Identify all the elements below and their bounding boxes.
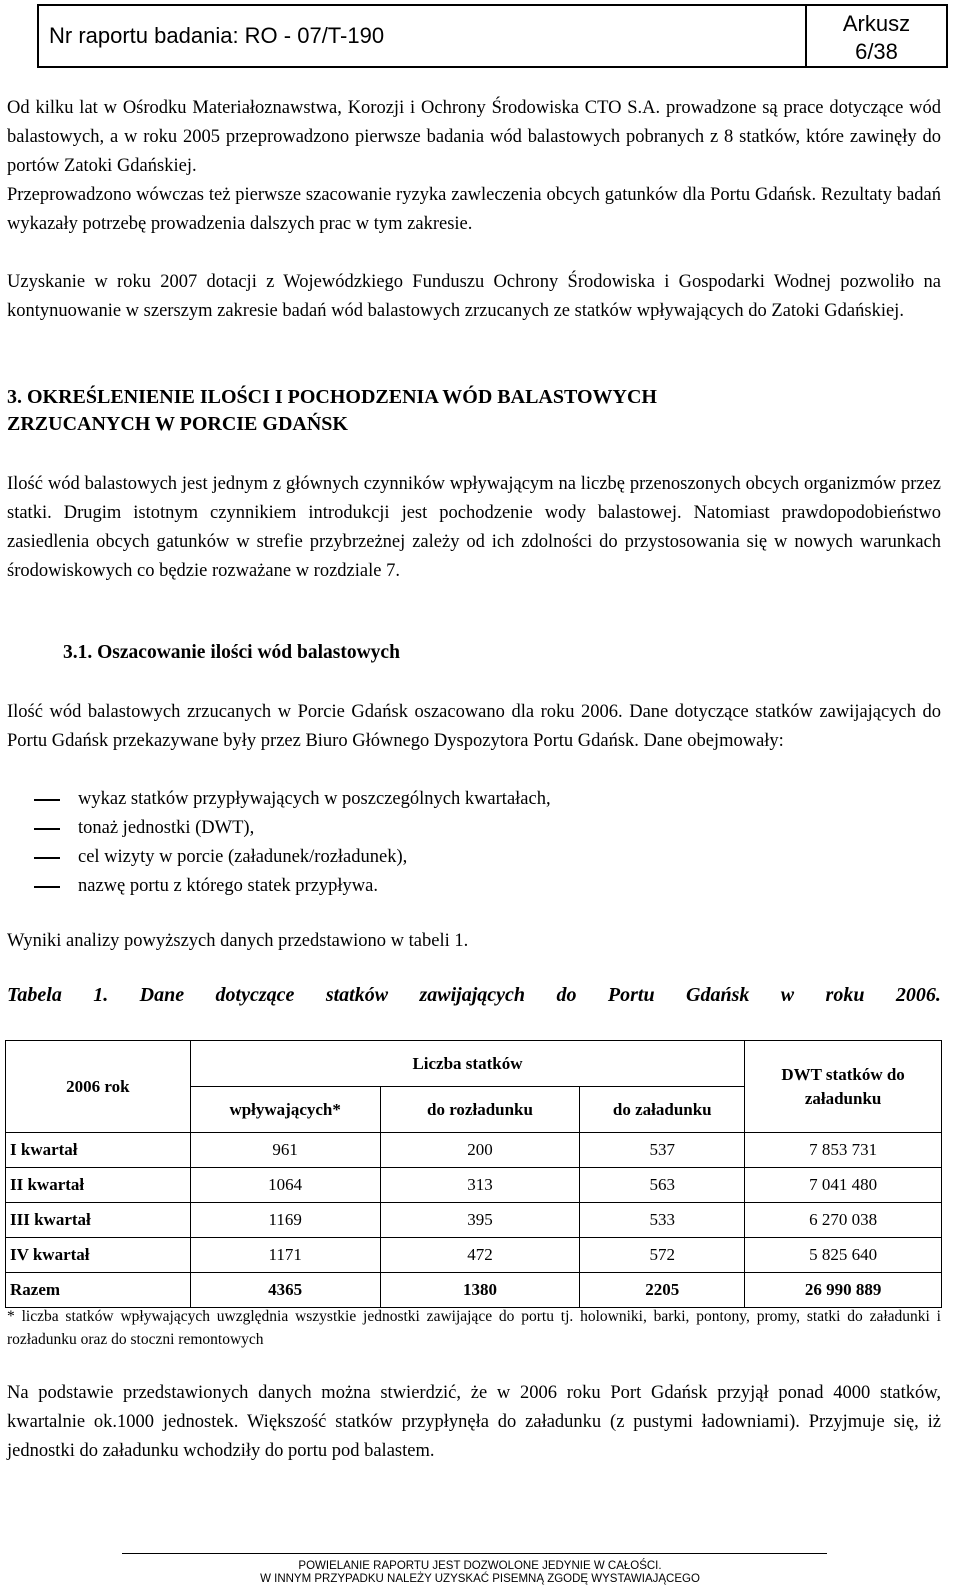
dash-bullet-icon [34,886,60,888]
footer-line-2: W INNYM PRZYPADKU NALEŻY UZYSKAĆ PISEMNĄ ZGODĘ WYSTAWIAJĄCEGO [260,1573,700,1585]
intro-paragraph-3: Uzyskanie w roku 2007 dotacji z Wojewódzkiego Funduszu Ochrony Środowiska i Gospodarki Wodnej pozwoliło na kontynuowanie w szerszym zakresie badań wód balastowych zrzucanych ze statków wpływających do Zatoki Gdańskiej. [7,272,941,321]
table-header-dwt: DWT statków do załadunku [745,1041,942,1133]
sheet-box [807,6,946,66]
intro-paragraph-2: Przeprowadzono wówczas też pierwsze szacowanie ryzyka zawleczenia obcych gatunków dla Portu Gdańsk. Rezultaty badań wykazały potrzebę prowadzenia dalszych prac w tym zakresie. [7,185,941,234]
section-3-heading [7,384,941,438]
section-3-paragraph: Ilość wód balastowych jest jednym z głównych czynników wpływającym na liczbę przenoszonych obcych organizmów przez statki. Drugim istotnym czynnikiem introdukcji jest pochodzenie wody balastowej. Natomiast prawdopodobieństwo zasiedlenia obcych gatunków w strefie przybrzeżnej zależy od ich zdolności do przystosowania się w nowych warunkach środowiskowych co będzie rozważane w rozdziale 7. [7,474,941,581]
table-row: III kwartał 1169 395 533 6 270 038 [6,1203,942,1238]
table-footnote: * liczba statków wpływających uwzględnia wszystkie jednostki zawijające do portu tj. holowniki, barki, pontony, promy, statki do załadunki i rozładunku oraz do stoczni remontowych [7,1308,941,1348]
table-row: IV kwartał 1171 472 572 5 825 640 [6,1238,942,1273]
report-header [37,4,948,68]
table-header-incoming: wpływających* [190,1087,380,1133]
dash-bullet-icon [34,857,60,859]
data-scope-list [7,785,907,901]
list-item: cel wizyty w porcie (załadunek/rozładunek), [7,843,907,872]
section-3-heading-line-1: 3. OKREŚLENIENIE ILOŚCI I POCHODZENIA WÓD BALASTOWYCH [7,386,657,408]
section-3-1-paragraph: Ilość wód balastowych zrzucanych w Porcie Gdańsk oszacowano dla roku 2006. Dane dotyczące statków zawijających do Portu Gdańsk przekazywane były przez Biuro Głównego Dyspozytora Portu Gdańsk. Dane obejmowały: [7,702,941,751]
section-3-heading-line-2: ZRZUCANYCH W PORCIE GDAŃSK [7,413,348,435]
report-number: Nr raportu badania: RO - 07/T-190 [39,6,807,66]
footer-line-1: POWIELANIE RAPORTU JEST DOZWOLONE JEDYNIE W CAŁOŚCI. [298,1560,662,1572]
table-row: I kwartał 961 200 537 7 853 731 [6,1133,942,1168]
footer-divider [122,1553,827,1554]
table-caption: Tabela 1. Dane dotyczące statków zawijających do Portu Gdańsk w roku 2006. [7,984,941,1006]
sheet-number: 6/38 [855,39,898,64]
results-line: Wyniki analizy powyższych danych przedstawiono w tabeli 1. [7,931,469,951]
table-total-row: Razem 4365 1380 2205 26 990 889 [6,1273,942,1308]
list-item: wykaz statków przypływających w poszczególnych kwartałach, [7,785,907,814]
list-item: nazwę portu z którego statek przypływa. [7,872,907,901]
table-header-loading: do załadunku [580,1087,745,1133]
sheet-label: Arkusz [842,11,911,36]
ship-data-table [5,1040,942,1308]
table-header-group: Liczba statków [190,1041,744,1087]
table-row: II kwartał 1064 313 563 7 041 480 [6,1168,942,1203]
table-header-unloading: do rozładunku [380,1087,580,1133]
conclusion-paragraph: Na podstawie przedstawionych danych można stwierdzić, że w 2006 roku Port Gdańsk przyjął ponad 4000 statków, kwartalnie ok.1000 jednostek. Większość statków przypłynęła do załadunku (z pustymi ładowniami). Przyjmuje się, iż jednostki do załadunku wchodziły do portu pod balastem. [7,1383,941,1461]
intro-paragraph-1: Od kilku lat w Ośrodku Materiałoznawstwa, Korozji i Ochrony Środowiska CTO S.A. prowadzone są prace dotyczące wód balastowych, a w roku 2005 przeprowadzono pierwsze badania wód balastowych pobranych z 8 statków, które zawinęły do portów Zatoki Gdańskiej. [7,98,941,176]
list-item: tonaż jednostki (DWT), [7,814,907,843]
table-header-year: 2006 rok [6,1041,191,1133]
dash-bullet-icon [34,828,60,830]
dash-bullet-icon [34,799,60,801]
section-3-1-heading: 3.1. Oszacowanie ilości wód balastowych [63,642,400,663]
